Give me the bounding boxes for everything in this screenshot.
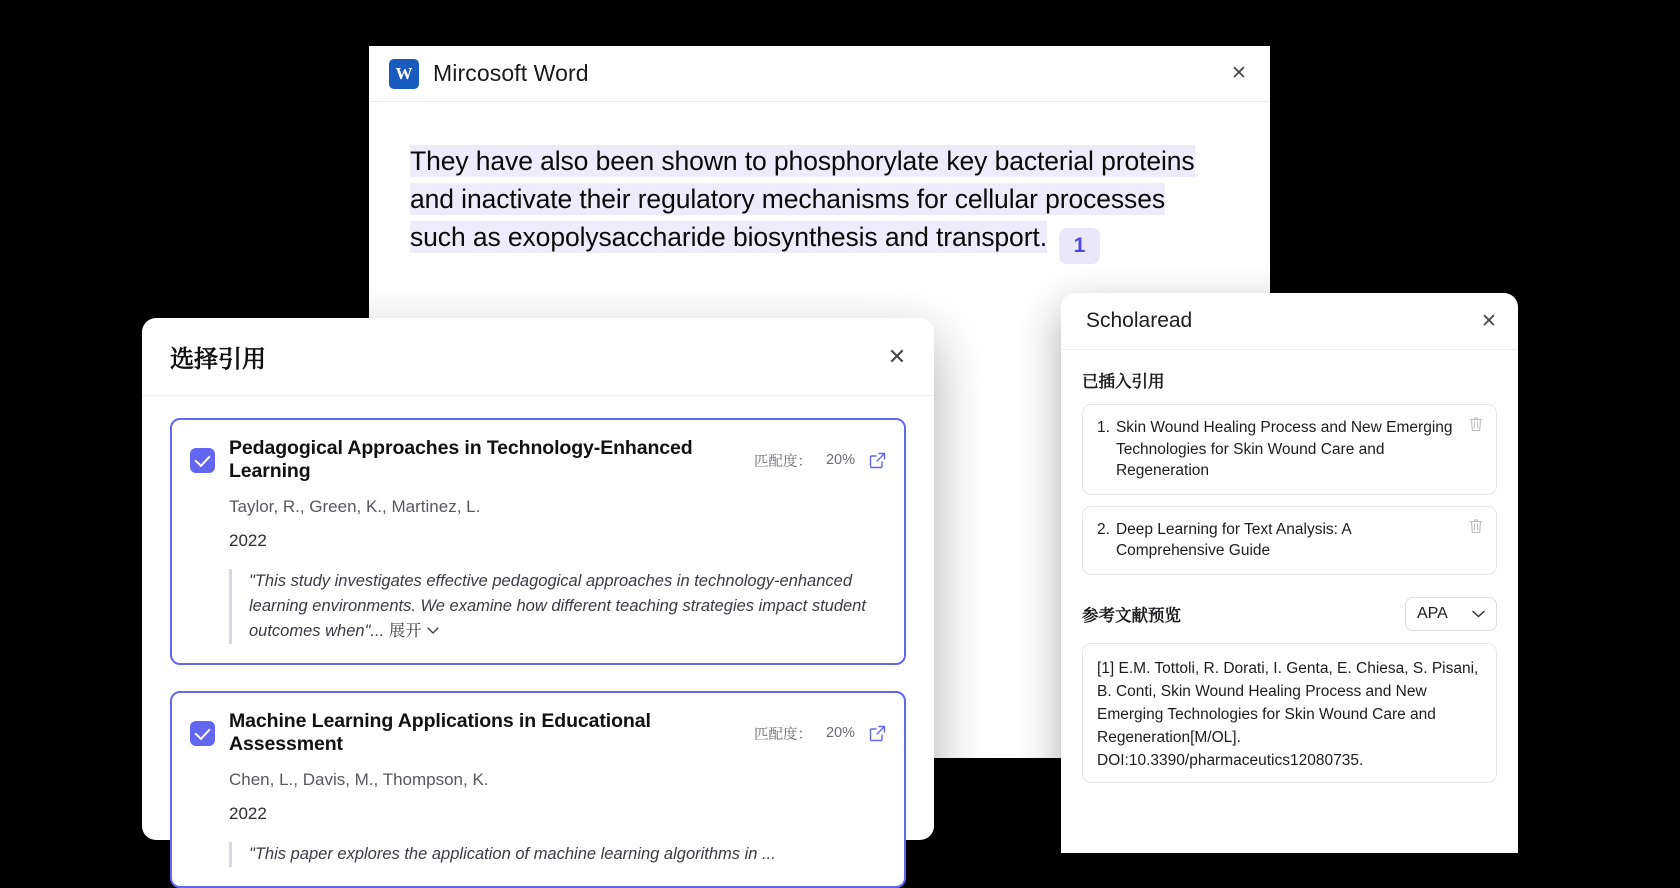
trash-icon[interactable] [1468,416,1484,433]
expand-button[interactable] [389,622,439,640]
match-label: 匹配度： [753,453,812,470]
match-label: 匹配度： [753,726,812,743]
highlighted-sentence: They have also been shown to phosphorylate key bacterial proteins and inactivate their regulatory mechanisms for cellular processes such as exopolysaccharide biosynthesis and transport. [410,146,1195,252]
citation-checkbox[interactable] [190,448,215,473]
citation-title: Pedagogical Approaches in Technology-Enhanced Learning [229,437,693,482]
word-document-body [369,102,1270,264]
chevron-down-icon [427,627,439,634]
reference-preview-box [1082,643,1497,783]
list-item[interactable] [170,691,906,888]
citation-abstract-text: "This study investigates effective pedagogical approaches in technology-enhanced learning environments. We examine how different teaching strategies impact student outcomes when"... [249,572,866,640]
citation-abstract [229,569,886,644]
citation-meta [754,723,886,744]
reference-preview-header [1082,597,1497,631]
document-paragraph [410,142,1210,264]
scholaread-header [1061,293,1518,350]
match-value: 20% [825,452,855,468]
close-icon[interactable]: ✕ [887,343,907,369]
citation-style-select[interactable] [1405,597,1497,631]
citation-year: 2022 [229,531,267,550]
list-item[interactable] [170,418,906,665]
citation-number: 2. [1097,520,1110,538]
word-window-title: Mircosoft Word [433,60,589,86]
citation-number: 1. [1097,419,1110,436]
expand-label: 展开 [388,622,422,640]
list-item[interactable] [1082,404,1497,495]
citation-authors: Taylor, R., Green, K., Martinez, L. [229,497,481,516]
reference-entry: [1] E.M. Tottoli, R. Dorati, I. Genta, E. Chiesa, S. Pisani, B. Conti, Skin Wound Healing Process and New Emerging Technologies for Skin Wound Care and Regeneration[M/OL]. DOI:10.3390/pharmaceutics12080735. [1097,659,1479,769]
inserted-citations-section [1061,350,1518,783]
citation-abstract [229,842,886,867]
word-logo-icon [389,59,419,89]
citation-authors: Chen, L., Davis, M., Thompson, K. [229,770,489,789]
list-item[interactable] [1082,506,1497,575]
citation-year: 2022 [229,804,267,823]
citation-title: Machine Learning Applications in Educational Assessment [229,710,651,755]
match-value: 20% [825,725,855,741]
citation-badge[interactable]: 1 [1059,228,1100,264]
external-link-icon[interactable] [869,452,886,469]
dialog-title: 选择引用 [170,346,266,373]
citation-style-value: APA [1417,604,1448,622]
close-icon[interactable]: ✕ [1481,310,1497,332]
citation-picker-dialog [142,318,934,863]
citation-text: Skin Wound Healing Process and New Emerging Technologies for Skin Wound Care and Regeneration [1115,419,1453,479]
inserted-citations-title: 已插入引用 [1082,373,1165,391]
close-icon[interactable]: ✕ [1231,63,1247,84]
citation-abstract-text: "This paper explores the application of machine learning algorithms in ... [249,845,776,863]
word-titlebar [369,46,1270,102]
citation-picker-header [142,318,934,396]
trash-icon[interactable] [1468,518,1484,535]
scholaread-title: Scholaread [1086,309,1193,332]
chevron-down-icon [1472,610,1485,618]
external-link-icon[interactable] [869,725,886,742]
citation-picker-body [142,396,934,888]
reference-preview-title: 参考文献预览 [1082,606,1181,625]
citation-checkbox[interactable] [190,721,215,746]
scholaread-panel [1061,293,1518,853]
citation-meta [754,450,886,471]
citation-text: Deep Learning for Text Analysis: A Comprehensive Guide [1115,520,1351,559]
